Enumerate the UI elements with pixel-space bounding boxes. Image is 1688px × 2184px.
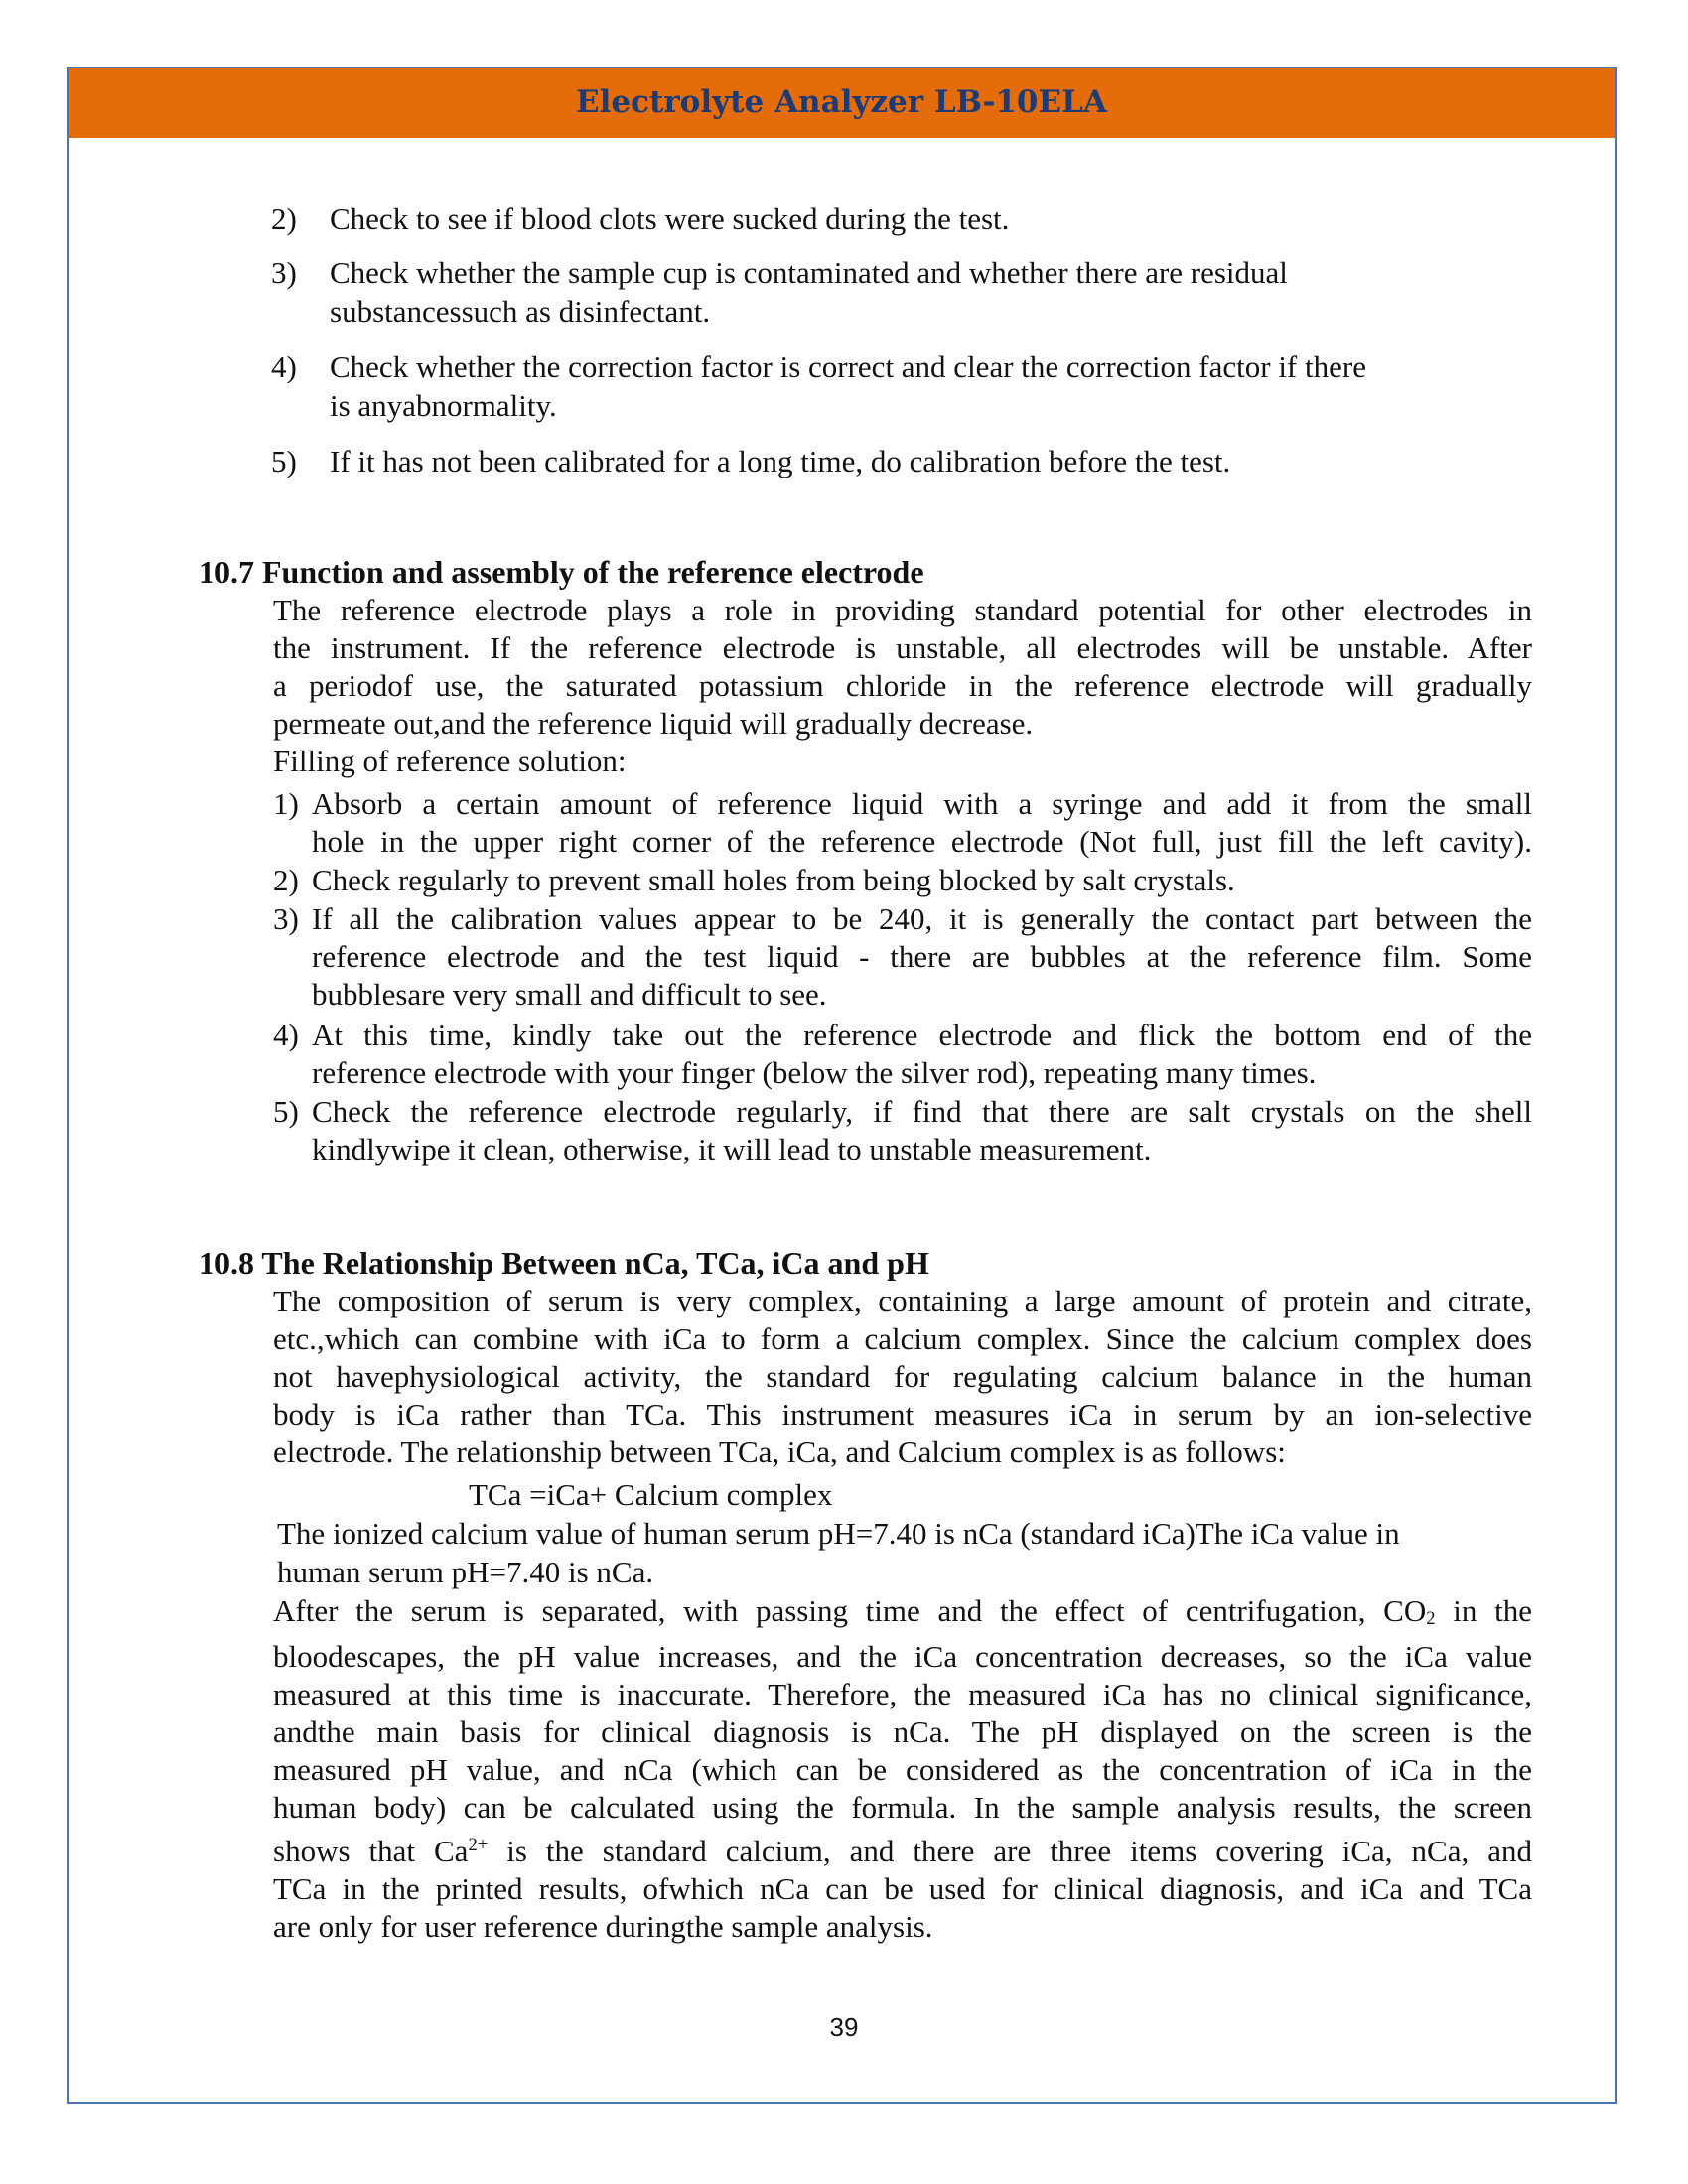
paragraph [273, 1592, 1532, 1946]
filling-label: Filling of reference solution: [273, 744, 627, 778]
step-number: 3) [273, 901, 299, 936]
step-line: Check regularly to prevent small holes from being blocked by salt crystals. [312, 863, 1235, 897]
step-number: 5) [273, 1094, 299, 1129]
paragraph-line: body is iCa rather than TCa. This instrument measures iCa in serum by an ion-selective [273, 1397, 1532, 1432]
step-line: Absorb a certain amount of reference liquid with a syringe and add it from the small [312, 786, 1532, 821]
paragraph-line: measured pH value, and nCa (which can be considered as the concentration of iCa in the [273, 1751, 1532, 1787]
list-item-text: If it has not been calibrated for a long time, do calibration before the test. [330, 444, 1231, 478]
list-number: 3) [271, 255, 297, 290]
step-line: hole in the upper right corner of the reference electrode (Not full, just fill the left cavity). [312, 824, 1532, 859]
text-run: in the [1435, 1593, 1532, 1628]
list-number: 2) [271, 202, 297, 236]
step-line: reference electrode with your finger (below the silver rod), repeating many times. [312, 1055, 1317, 1090]
step-line: reference electrode and the test liquid - there are bubbles at the reference film. Some [312, 939, 1532, 974]
step-number: 1) [273, 786, 299, 821]
list-item-text: is anyabnormality. [330, 388, 557, 423]
paragraph-line: the instrument. If the reference electrode is unstable, all electrodes will be unstable. After [273, 630, 1532, 665]
paragraph-line: bloodescapes, the pH value increases, and the iCa concentration decreases, so the iCa value [273, 1638, 1532, 1674]
list-item-text: Check to see if blood clots were sucked during the test. [330, 202, 1010, 236]
formula: TCa =iCa+ Calcium complex [469, 1477, 833, 1512]
paragraph-line: human serum pH=7.40 is nCa. [277, 1555, 654, 1589]
step-number: 2) [273, 863, 299, 897]
list-item-text: Check whether the correction factor is correct and clear the correction factor if there [330, 349, 1366, 384]
paragraph-line: not havephysiological activity, the standard for regulating calcium balance in the human [273, 1359, 1532, 1394]
step-line: bubblesare very small and difficult to see. [312, 977, 827, 1012]
step-line: If all the calibration values appear to be 240, it is generally the contact part between the [312, 901, 1532, 936]
header-bar [69, 68, 1615, 138]
paragraph-line: TCa in the printed results, ofwhich nCa can be used for clinical diagnosis, and iCa and TCa [273, 1870, 1532, 1906]
text-run: shows that Ca [273, 1833, 469, 1868]
step-line: kindlywipe it clean, otherwise, it will lead to unstable measurement. [312, 1132, 1152, 1166]
superscript: 2+ [468, 1834, 489, 1855]
paragraph [273, 592, 1532, 780]
paragraph-line: a periodof use, the saturated potassium chloride in the reference electrode will gradually [273, 668, 1532, 703]
list-number: 4) [271, 349, 297, 384]
step-line: Check the reference electrode regularly, if find that there are salt crystals on the shell [312, 1094, 1532, 1129]
page-number: 39 [829, 2012, 859, 2042]
list-number: 5) [271, 444, 297, 478]
subscript: 2 [1426, 1607, 1436, 1629]
paragraph-line: The reference electrode plays a role in providing standard potential for other electrodes in [273, 593, 1532, 627]
text-run: After the serum is separated, with passing time and the effect of centrifugation, CO [273, 1593, 1427, 1628]
step-text [312, 785, 1532, 861]
step-text [312, 1017, 1532, 1092]
paragraph-line: human body) can be calculated using the formula. In the sample analysis results, the screen [273, 1789, 1532, 1825]
paragraph-line [273, 1592, 1532, 1638]
section-heading-10-7: 10.7 Function and assembly of the reference electrode [199, 554, 924, 590]
step-number: 4) [273, 1018, 299, 1052]
step-text [312, 1093, 1532, 1168]
paragraph-line: etc.,which can combine with iCa to form a calcium complex. Since the calcium complex does [273, 1321, 1532, 1356]
paragraph-line: are only for user reference duringthe sample analysis. [273, 1908, 933, 1944]
text-run: is the standard calcium, and there are three items covering iCa, nCa, and [488, 1833, 1532, 1868]
paragraph-line: The ionized calcium value of human serum pH=7.40 is nCa (standard iCa)The iCa value in [277, 1516, 1400, 1551]
list-item-text: Check whether the sample cup is contaminated and whether there are residual [330, 255, 1288, 290]
step-text [312, 900, 1532, 1014]
section-heading-10-8: 10.8 The Relationship Between nCa, TCa, iCa and pH [199, 1245, 929, 1281]
paragraph-line: andthe main basis for clinical diagnosis is nCa. The pH displayed on the screen is the [273, 1713, 1532, 1749]
paragraph-line [273, 1827, 1532, 1870]
document-title: Electrolyte Analyzer LB-10ELA [576, 84, 1107, 120]
paragraph-line: The composition of serum is very complex, containing a large amount of protein and citrate, [273, 1284, 1532, 1318]
paragraph-line: permeate out,and the reference liquid will gradually decrease. [273, 706, 1034, 741]
list-item-text: substancessuch as disinfectant. [330, 294, 711, 329]
paragraph-line: measured at this time is inaccurate. Therefore, the measured iCa has no clinical significance, [273, 1676, 1532, 1711]
paragraph-line: electrode. The relationship between TCa, iCa, and Calcium complex is as follows: [273, 1434, 1286, 1469]
paragraph [273, 1283, 1532, 1471]
step-line: At this time, kindly take out the reference electrode and flick the bottom end of the [312, 1018, 1532, 1052]
